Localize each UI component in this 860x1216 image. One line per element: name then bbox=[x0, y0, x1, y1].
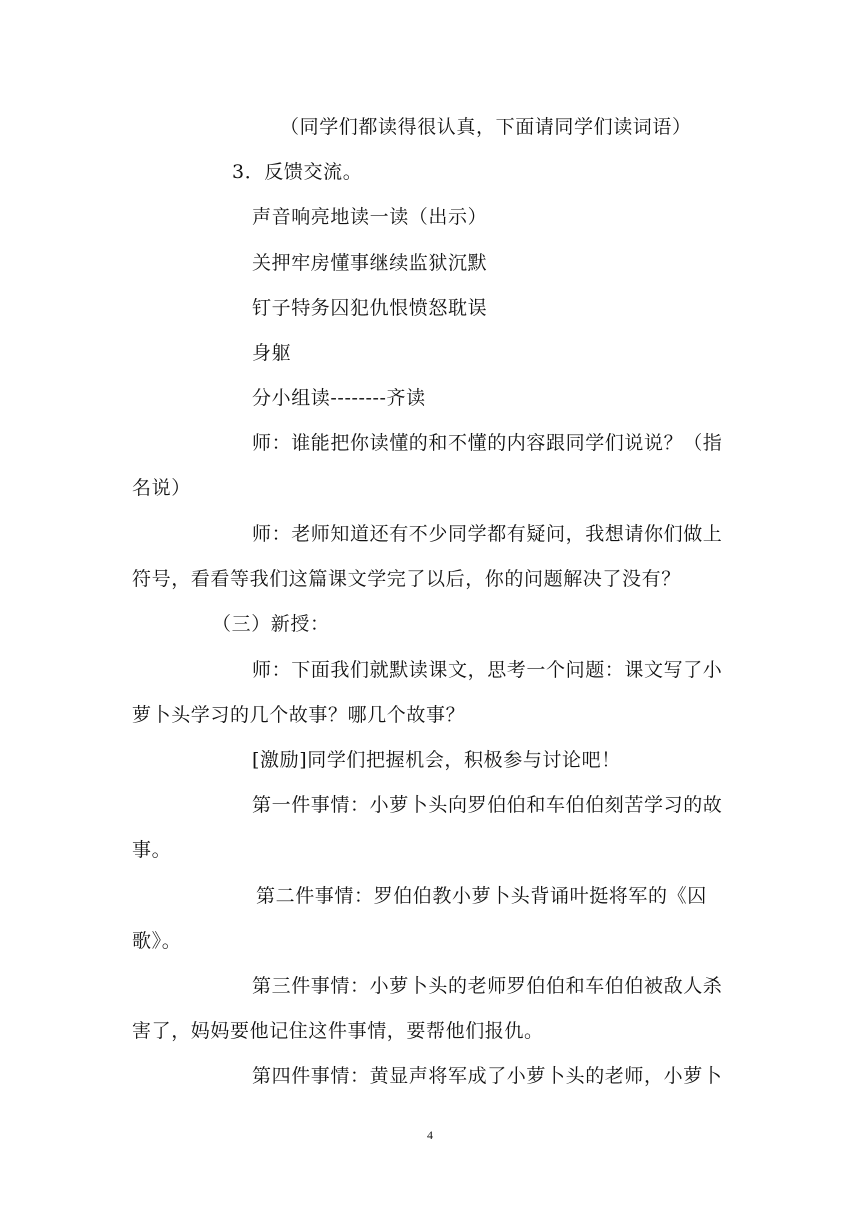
paragraph-line: [激励]同学们把握机会，积极参与讨论吧！ bbox=[252, 749, 621, 771]
paragraph-line: 符号，看看等我们这篇课文学完了以后，你的问题解决了没有？ bbox=[132, 568, 681, 590]
paragraph-line: 第二件事情：罗伯伯教小萝卜头背诵叶挺将军的《囚 bbox=[256, 885, 707, 907]
paragraph-line: 师：下面我们就默读课文，思考一个问题：课文写了小 bbox=[252, 659, 723, 681]
vocabulary-line: 身躯 bbox=[252, 342, 292, 364]
vocabulary-line: 钉子特务囚犯仇恨愤怒耽误 bbox=[252, 297, 488, 319]
text-line: 分小组读--------齐读 bbox=[252, 387, 426, 409]
paragraph-line: 歌》。 bbox=[132, 930, 182, 952]
vocabulary-line: 关押牢房懂事继续监狱沉默 bbox=[252, 252, 488, 274]
paragraph-line: 第三件事情：小萝卜头的老师罗伯伯和车伯伯被敌人杀 bbox=[252, 975, 723, 997]
paragraph-line: 第一件事情：小萝卜头向罗伯伯和车伯伯刻苦学习的故 bbox=[252, 794, 723, 816]
section-heading: （三）新授： bbox=[212, 613, 330, 635]
section-heading: 3．反馈交流。 bbox=[232, 161, 363, 183]
paragraph-line: 萝卜头学习的几个故事？哪几个故事？ bbox=[132, 704, 466, 726]
text-line: （同学们都读得很认真，下面请同学们读词语） bbox=[280, 116, 692, 138]
text-line: 声音响亮地读一读（出示） bbox=[252, 206, 488, 228]
paragraph-line: 师：老师知道还有不少同学都有疑问，我想请你们做上 bbox=[252, 523, 723, 545]
page-number: 4 bbox=[427, 1128, 433, 1142]
paragraph-line: 名说） bbox=[132, 477, 191, 499]
paragraph-line: 师：谁能把你读懂的和不懂的内容跟同学们说说？（指 bbox=[252, 432, 723, 454]
paragraph-line: 事。 bbox=[132, 839, 172, 861]
paragraph-line: 第四件事情：黄显声将军成了小萝卜头的老师，小萝卜 bbox=[252, 1065, 723, 1087]
paragraph-line: 害了，妈妈要他记住这件事情，要帮他们报仇。 bbox=[132, 1020, 544, 1042]
